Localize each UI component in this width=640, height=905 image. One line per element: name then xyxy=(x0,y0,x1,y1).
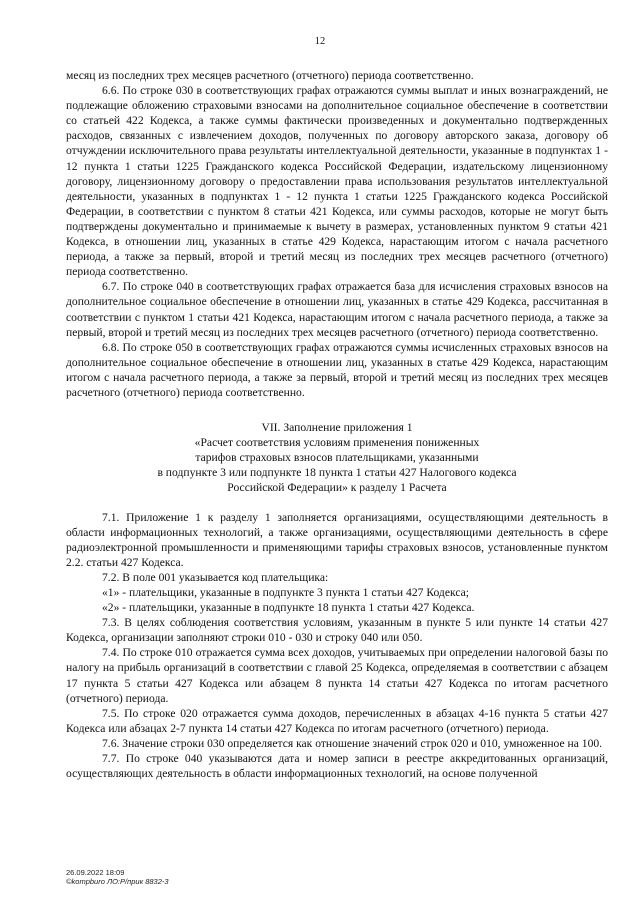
list-item-code-2: «2» - плательщики, указанные в подпункте 18 пункта 1 статьи 427 Кодекса. xyxy=(102,601,475,615)
paragraph-6-6: 6.6. По строке 030 в соответствующих графах отражаются суммы выплат и иных вознаграждений, не подлежащие обложению страховыми взносами на дополнительное социальное обеспечение в соответствии со статьей 422 Кодекса, а также суммы фактически произведенных и документально подтвержденных расходов, связанных с извлечением доходов, полученных по договору авторского заказа, договору об отчуждении исключительного права результаты интеллектуальной деятельности, указанные в подпунктах 1 - 12 пункта 1 статьи 1225 Гражданского кодекса Российской Федерации, издательскому лицензионному договору, лицензионному договору о предоставлении права использования результатов интеллектуальной деятельности, указанных в подпунктах 1 - 12 пункта 1 статьи 1225 Гражданского кодекса Российской Федерации, в соответствии с пунктом 8 статьи 421 Кодекса, или суммы расходов, которые не могут быть подтверждены документально и принимаемые к вычету в размерах, установленных пунктом 9 статьи 421 Кодекса, в отношении лиц, указанных в статье 429 Кодекса, нарастающим итогом с начала расчетного периода, а также за первый, второй и третий месяц из последних трех месяцев расчетного (отчетного) периода соответственно. xyxy=(66,84,608,279)
footer-code: ©kompburo ЛО:Р/прик 8832-3 xyxy=(66,877,169,886)
list-item-code-1: «1» - плательщики, указанные в подпункте 3 пункта 1 статьи 427 Кодекса; xyxy=(102,586,469,599)
paragraph-6-8: 6.8. По строке 050 в соответствующих графах отражаются суммы исчисленных страховых взносов на дополнительное социальное обеспечение в отношении лиц, указанных в статье 429 Кодекса, нарастающим итогом с начала расчетного периода, а также за первый, второй и третий месяц из последних трех месяцев расчетного (отчетного) периода соответственно. xyxy=(66,340,608,399)
paragraph-7-7: 7.7. По строке 040 указываются дата и номер записи в реестре аккредитованных организаций, осуществляющих деятельность в области информационных технологий, на основе полученной xyxy=(66,752,608,781)
paragraph-7-2: 7.2. В поле 001 указывается код плательщика: xyxy=(102,570,329,584)
section-heading-line: в подпункте 3 или подпункте 18 пункта 1 статьи 427 Налогового кодекса xyxy=(157,466,517,480)
paragraph-continuation: месяц из последних трех месяцев расчетного (отчетного) периода соответственно. xyxy=(66,69,474,82)
page-number: 12 xyxy=(314,36,326,47)
section-heading-line: VII. Заполнение приложения 1 xyxy=(261,421,413,435)
paragraph-7-6: 7.6. Значение строки 030 определяется как отношение значений строк 020 и 010, умноженное на 100. xyxy=(102,736,603,750)
paragraph-7-5: 7.5. По строке 020 отражается сумма доходов, перечисленных в абзацах 4-16 пункта 5 статьи 427 Кодекса или абзацах 2-7 пункта 14 статьи 427 Кодекса по итогам расчетного (отчетного) периода. xyxy=(66,706,608,735)
section-heading-line: Российской Федерации» к разделу 1 Расчета xyxy=(227,481,447,495)
page-footer xyxy=(66,868,169,886)
section-heading-line: «Расчет соответствия условиям применения пониженных xyxy=(194,436,480,450)
section-heading-line: тарифов страховых взносов плательщиками, указанными xyxy=(195,451,479,465)
section-heading xyxy=(66,420,608,495)
footer-date: 26.09.2022 18:09 xyxy=(66,868,125,877)
paragraph-7-4: 7.4. По строке 010 отражается сумма всех доходов, учитываемых при определении налоговой базы по налогу на прибыль организаций в соответствии с главой 25 Кодекса, определяемая в соответствии с абзацем 17 пункта 5 статьи 427 Кодекса или абзацем 8 пункта 14 статьи 427 Кодекса по итогам расчетного (отчетного) периода. xyxy=(66,646,608,705)
document-body xyxy=(66,68,608,781)
paragraph-7-1: 7.1. Приложение 1 к разделу 1 заполняется организациями, осуществляющими деятельность в области информационных технологий, а также организациями, осуществляющими деятельность в сфере радиоэлектронной промышленности и применяющими тарифы страховых взносов, установленные пунктом 2.2. статьи 427 Кодекса. xyxy=(66,510,608,569)
paragraph-6-7: 6.7. По строке 040 в соответствующих графах отражается база для исчисления страховых взносов на дополнительное социальное обеспечение в отношении лиц, указанных в статье 429 Кодекса, рассчитанная в соответствии с пунктом 1 статьи 421 Кодекса, нарастающим итогом с начала расчетного периода, а также за первый, второй и третий месяц из последних трех месяцев расчетного (отчетного) периода соответственно. xyxy=(66,280,608,339)
paragraph-7-3: 7.3. В целях соблюдения соответствия условиям, указанным в пункте 5 или пункте 14 статьи 427 Кодекса, организации заполняют строки 010 - 030 и строку 040 или 050. xyxy=(66,616,608,645)
